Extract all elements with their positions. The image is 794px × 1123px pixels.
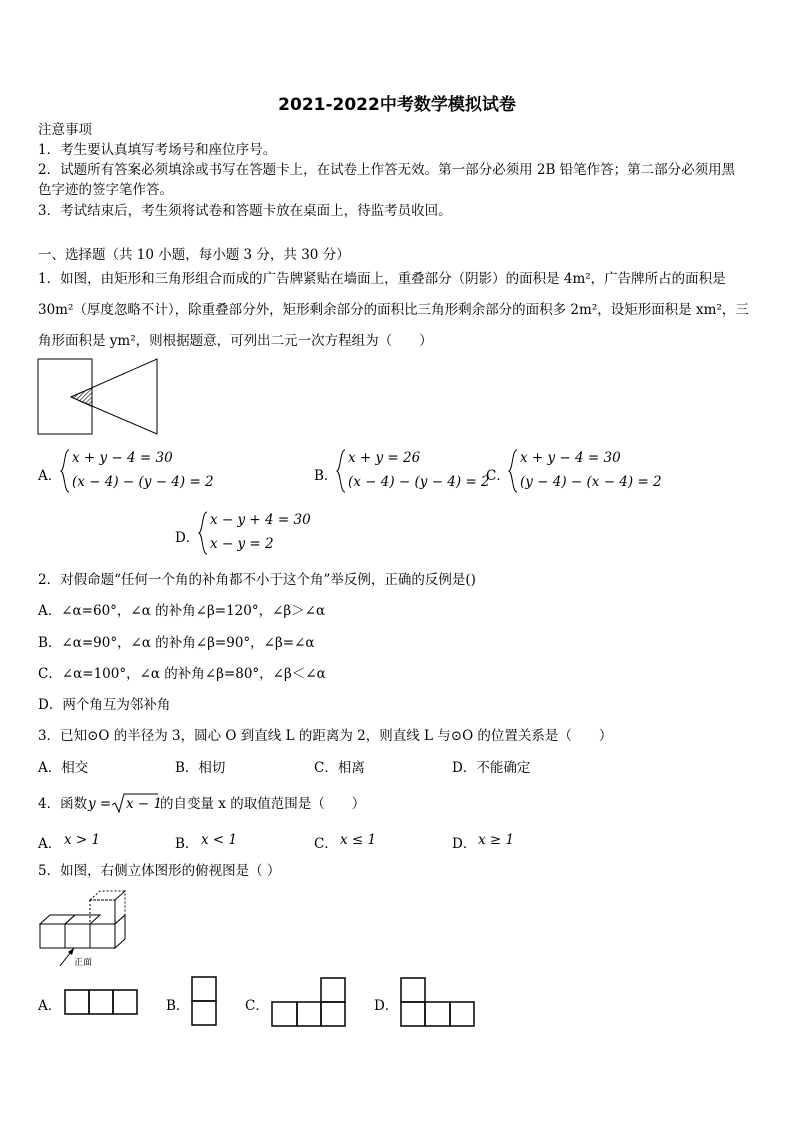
q4-option-d-expr: x ≥ 1 xyxy=(478,832,515,848)
q1-stem-line: 角形面积是 ym²，则根据题意，可列出二元一次方程组为（ ） xyxy=(38,333,433,349)
q1-billboard-figure xyxy=(37,358,162,438)
q1-option-b-eq1: x + y = 26 xyxy=(348,450,421,466)
q1-stem-line: 30m²（厚度忽略不计），除重叠部分外，矩形剩余部分的面积比三角形剩余部分的面积多 2m²，设矩形面积是 xm²，三 xyxy=(38,302,749,318)
notice-item: 2．试题所有答案必须填涂或书写在答题卡上，在试卷上作答无效。第一部分必须用 2B 铅笔作答；第二部分必须用黑 xyxy=(38,162,736,178)
notice-item: 色字迹的签字笔作答。 xyxy=(38,182,173,198)
notice-item: 3．考试结束后，考生须将试卷和答题卡放在桌面上，待监考员收回。 xyxy=(38,203,452,219)
q1-option-a-eq2: (x − 4) − (y − 4) = 2 xyxy=(72,474,214,490)
q1-option-c-eq2: (y − 4) − (x − 4) = 2 xyxy=(520,474,662,490)
q3-option-d: D．不能确定 xyxy=(452,760,531,776)
q5-option-c-figure xyxy=(271,977,349,1029)
q5-option-d-figure xyxy=(400,977,478,1029)
q2-option-c: C．∠α=100°，∠α 的补角∠β=80°，∠β＜∠α xyxy=(38,666,326,682)
q4-option-b-label: B． xyxy=(175,836,199,852)
q3-option-c: C．相离 xyxy=(314,760,365,776)
q3-option-b: B．相切 xyxy=(175,760,226,776)
q2-stem: 2．对假命题“任何一个角的补角都不小于这个角”举反例，正确的反例是() xyxy=(38,572,476,588)
brace-icon xyxy=(198,511,208,555)
brace-icon xyxy=(336,449,346,493)
q4-stem-prefix: 4．函数 xyxy=(38,796,88,812)
q4-option-a-expr: x > 1 xyxy=(64,832,101,848)
q1-option-d-label: D． xyxy=(175,530,200,546)
q4-func-lhs: y = xyxy=(88,796,112,812)
page-title: 2021-2022中考数学模拟试卷 xyxy=(278,95,516,115)
q1-option-b-label: B． xyxy=(314,468,338,484)
q3-stem: 3．已知⊙O 的半径为 3，圆心 O 到直线 L 的距离为 2，则直线 L 与⊙O 的位置关系是（ ） xyxy=(38,728,613,744)
notice-heading: 注意事项 xyxy=(38,122,92,138)
notice-item: 1．考生要认真填写考场号和座位序号。 xyxy=(38,142,277,158)
q5-option-b-figure xyxy=(191,976,219,1028)
q2-option-a: A．∠α=60°，∠α 的补角∠β=120°，∠β＞∠α xyxy=(38,603,326,619)
q1-option-d-eq1: x − y + 4 = 30 xyxy=(210,512,311,528)
q4-option-a-label: A． xyxy=(38,836,62,852)
q1-option-a-eq1: x + y − 4 = 30 xyxy=(72,450,173,466)
brace-icon xyxy=(508,449,518,493)
q5-stem: 5．如图，右侧立体图形的俯视图是（ ） xyxy=(38,863,281,879)
brace-icon xyxy=(60,449,70,493)
q5-option-a-figure xyxy=(64,989,140,1017)
q4-option-c-label: C． xyxy=(314,836,338,852)
q5-option-b-label: B． xyxy=(166,998,190,1014)
q4-stem-suffix: 的自变量 x 的取值范围是（ ） xyxy=(160,796,366,812)
q1-option-a-label: A． xyxy=(38,468,62,484)
q1-option-d-eq2: x − y = 2 xyxy=(210,536,274,552)
q3-option-a: A．相交 xyxy=(38,760,89,776)
q5-option-c-label: C． xyxy=(245,998,269,1014)
q2-option-b: B．∠α=90°，∠α 的补角∠β=90°，∠β=∠α xyxy=(38,635,315,651)
q1-option-c-label: C． xyxy=(486,468,510,484)
q4-option-b-expr: x < 1 xyxy=(201,832,238,848)
q5-front-label: 正面 xyxy=(74,958,93,968)
q4-radicand: x − 1 xyxy=(126,796,163,812)
q5-option-d-label: D． xyxy=(374,998,399,1014)
q2-option-d: D．两个角互为邻补角 xyxy=(38,697,171,713)
q1-option-b-eq2: (x − 4) − (y − 4) = 2 xyxy=(348,474,490,490)
q1-option-c-eq1: x + y − 4 = 30 xyxy=(520,450,621,466)
q5-option-a-label: A． xyxy=(38,998,62,1014)
q4-option-d-label: D． xyxy=(452,836,477,852)
q4-option-c-expr: x ≤ 1 xyxy=(340,832,377,848)
q1-stem-line: 1．如图，由矩形和三角形组合而成的广告牌紧贴在墙面上，重叠部分（阴影）的面积是 4m²，广告牌所占的面积是 xyxy=(38,271,726,287)
section-heading: 一、选择题（共 10 小题，每小题 3 分，共 30 分） xyxy=(38,247,350,263)
